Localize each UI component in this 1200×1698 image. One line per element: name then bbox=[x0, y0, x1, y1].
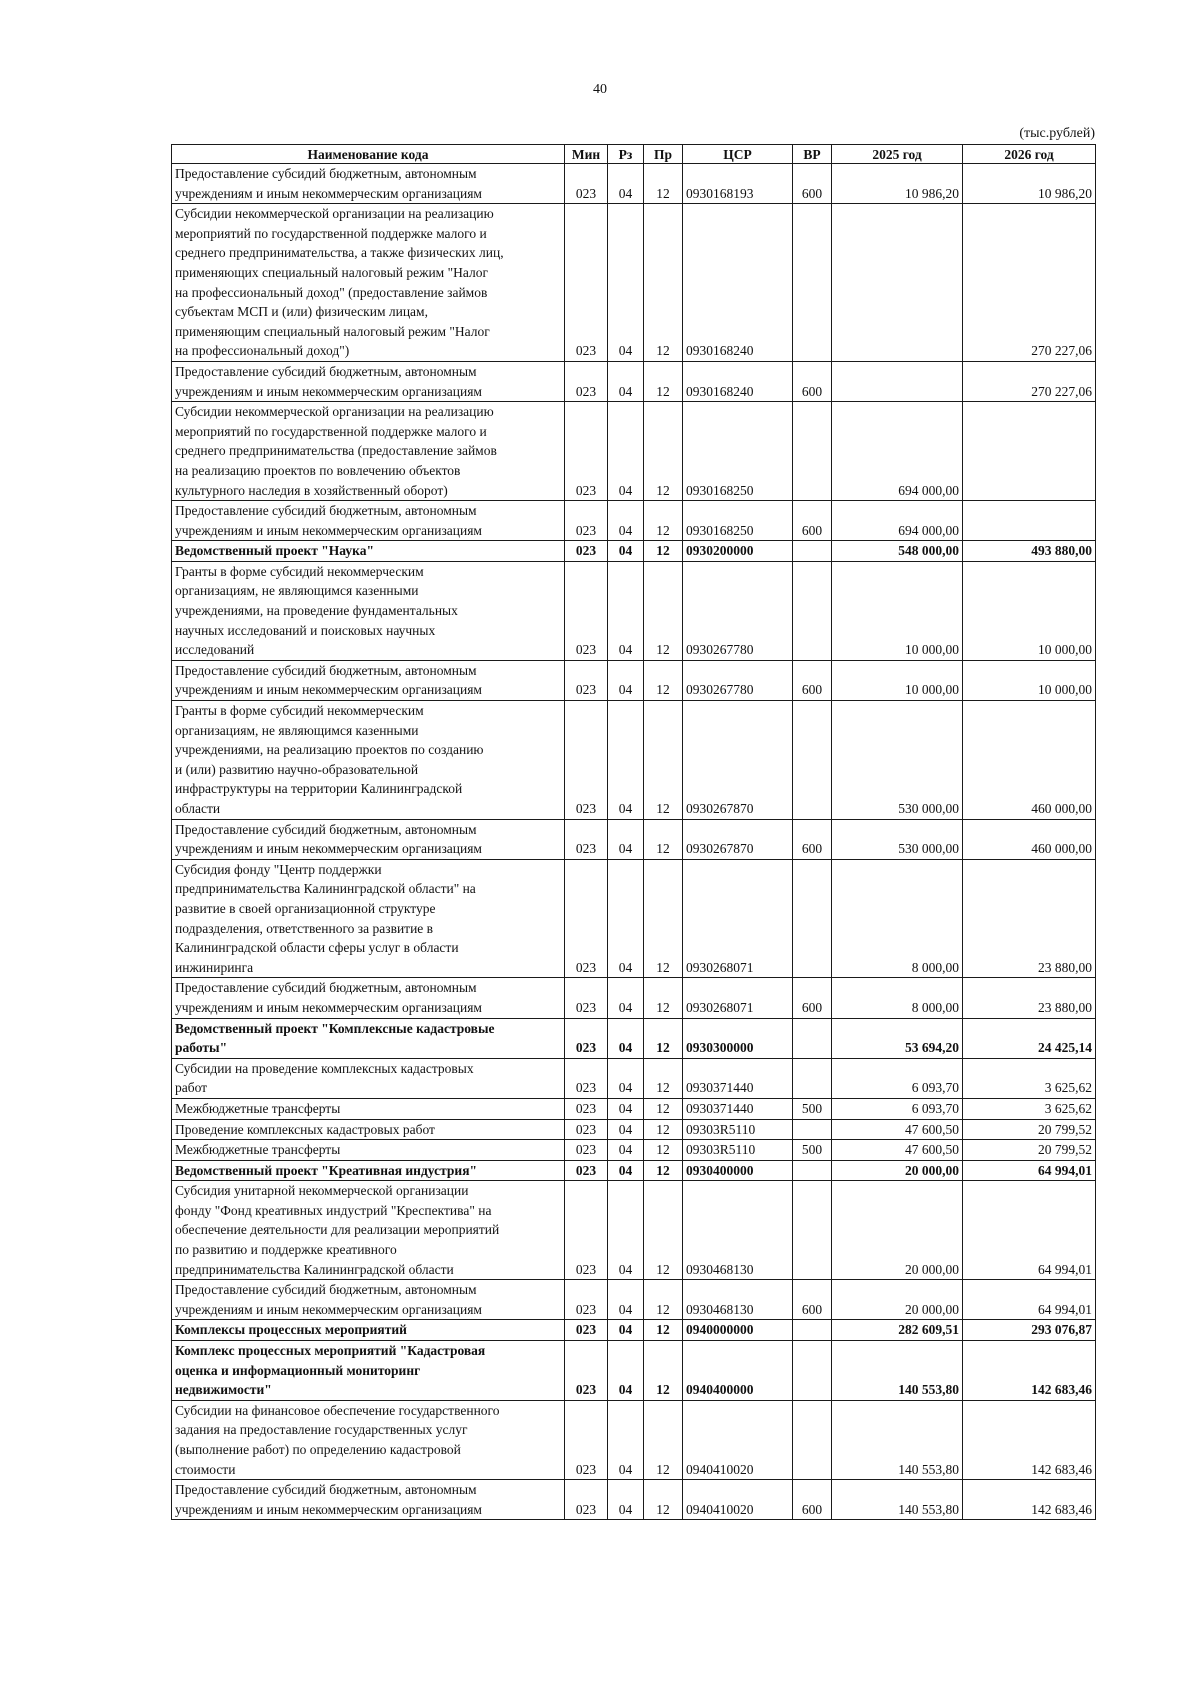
cell-pr: 12 bbox=[644, 361, 683, 401]
table-row bbox=[172, 1119, 1096, 1140]
units-label: (тыс.рублей) bbox=[1019, 126, 1095, 141]
table-row bbox=[172, 1058, 1096, 1098]
cell-2026: 24 425,14 bbox=[963, 1018, 1096, 1058]
cell-rz: 04 bbox=[608, 541, 644, 562]
cell-2026 bbox=[963, 402, 1096, 501]
cell-rz: 04 bbox=[608, 1098, 644, 1119]
table-row bbox=[172, 1280, 1096, 1320]
table-row bbox=[172, 402, 1096, 501]
cell-min: 023 bbox=[565, 204, 608, 362]
cell-csr: 0930268071 bbox=[683, 859, 793, 978]
cell-name: Субсидии на финансовое обеспечение государственного задания на предоставление государственных услуг (выполнение работ) по определению кадастровой стоимости bbox=[172, 1400, 565, 1479]
cell-2025: 530 000,00 bbox=[832, 819, 963, 859]
cell-2026: 142 683,46 bbox=[963, 1400, 1096, 1479]
cell-2026 bbox=[963, 501, 1096, 541]
cell-pr: 12 bbox=[644, 1058, 683, 1098]
page-number: 40 bbox=[593, 82, 607, 97]
table-row bbox=[172, 978, 1096, 1018]
cell-min: 023 bbox=[565, 402, 608, 501]
cell-csr: 0930267780 bbox=[683, 561, 793, 660]
cell-2026: 3 625,62 bbox=[963, 1058, 1096, 1098]
cell-name: Комплексы процессных мероприятий bbox=[172, 1320, 565, 1341]
cell-csr: 0930168250 bbox=[683, 501, 793, 541]
cell-csr: 0930300000 bbox=[683, 1018, 793, 1058]
cell-pr: 12 bbox=[644, 701, 683, 820]
cell-pr: 12 bbox=[644, 1400, 683, 1479]
cell-csr: 0930200000 bbox=[683, 541, 793, 562]
cell-name: Предоставление субсидий бюджетным, автономным учреждениям и иным некоммерческим организациям bbox=[172, 361, 565, 401]
cell-csr: 0930168250 bbox=[683, 402, 793, 501]
cell-pr: 12 bbox=[644, 164, 683, 204]
table-row bbox=[172, 1480, 1096, 1520]
cell-csr: 0930168240 bbox=[683, 204, 793, 362]
cell-vr: 600 bbox=[793, 978, 832, 1018]
cell-csr: 0930168240 bbox=[683, 361, 793, 401]
table-row bbox=[172, 1160, 1096, 1181]
table-row bbox=[172, 819, 1096, 859]
cell-rz: 04 bbox=[608, 361, 644, 401]
table-row bbox=[172, 1181, 1096, 1280]
cell-pr: 12 bbox=[644, 660, 683, 700]
cell-csr: 0930267870 bbox=[683, 819, 793, 859]
cell-name: Комплекс процессных мероприятий "Кадастровая оценка и информационный мониторинг недвижимости" bbox=[172, 1341, 565, 1401]
cell-csr: 09303R5110 bbox=[683, 1140, 793, 1161]
cell-vr bbox=[793, 1181, 832, 1280]
cell-rz: 04 bbox=[608, 660, 644, 700]
header-2026: 2026 год bbox=[963, 145, 1096, 164]
cell-rz: 04 bbox=[608, 978, 644, 1018]
table-header-row bbox=[172, 145, 1096, 164]
cell-csr: 09303R5110 bbox=[683, 1119, 793, 1140]
cell-name: Субсидии некоммерческой организации на реализацию мероприятий по государственной поддержке малого и среднего предпринимательства (предоставление займов на реализацию проектов по вовлечению объектов культурного наследия в хозяйственный оборот) bbox=[172, 402, 565, 501]
cell-vr: 600 bbox=[793, 1280, 832, 1320]
cell-pr: 12 bbox=[644, 1280, 683, 1320]
cell-name: Ведомственный проект "Наука" bbox=[172, 541, 565, 562]
cell-vr bbox=[793, 204, 832, 362]
cell-rz: 04 bbox=[608, 561, 644, 660]
cell-name: Субсидия унитарной некоммерческой организации фонду "Фонд креативных индустрий "Креспектива" на обеспечение деятельности для реализации мероприятий по развитию и поддержке креативного предпринимательства Калининградской области bbox=[172, 1181, 565, 1280]
cell-pr: 12 bbox=[644, 1480, 683, 1520]
header-rz: Рз bbox=[608, 145, 644, 164]
cell-2026: 64 994,01 bbox=[963, 1160, 1096, 1181]
cell-name: Предоставление субсидий бюджетным, автономным учреждениям и иным некоммерческим организациям bbox=[172, 819, 565, 859]
cell-rz: 04 bbox=[608, 1160, 644, 1181]
cell-csr: 0930168193 bbox=[683, 164, 793, 204]
cell-2026: 460 000,00 bbox=[963, 819, 1096, 859]
cell-2025 bbox=[832, 361, 963, 401]
cell-rz: 04 bbox=[608, 1400, 644, 1479]
cell-name: Гранты в форме субсидий некоммерческим организациям, не являющимся казенными учреждениями, на проведение фундаментальных научных исследований и поисковых научных исследований bbox=[172, 561, 565, 660]
cell-min: 023 bbox=[565, 1341, 608, 1401]
cell-2025: 20 000,00 bbox=[832, 1280, 963, 1320]
cell-2025: 8 000,00 bbox=[832, 978, 963, 1018]
cell-rz: 04 bbox=[608, 1280, 644, 1320]
cell-name: Проведение комплексных кадастровых работ bbox=[172, 1119, 565, 1140]
cell-2025: 694 000,00 bbox=[832, 402, 963, 501]
cell-2025 bbox=[832, 204, 963, 362]
cell-vr bbox=[793, 1341, 832, 1401]
header-min: Мин bbox=[565, 145, 608, 164]
cell-2025: 140 553,80 bbox=[832, 1400, 963, 1479]
table-row bbox=[172, 164, 1096, 204]
cell-rz: 04 bbox=[608, 1018, 644, 1058]
cell-min: 023 bbox=[565, 1140, 608, 1161]
cell-pr: 12 bbox=[644, 859, 683, 978]
cell-rz: 04 bbox=[608, 402, 644, 501]
cell-vr: 600 bbox=[793, 819, 832, 859]
table-row bbox=[172, 1018, 1096, 1058]
cell-rz: 04 bbox=[608, 819, 644, 859]
cell-2025: 10 000,00 bbox=[832, 561, 963, 660]
cell-pr: 12 bbox=[644, 1160, 683, 1181]
cell-min: 023 bbox=[565, 561, 608, 660]
cell-rz: 04 bbox=[608, 164, 644, 204]
cell-2026: 64 994,01 bbox=[963, 1181, 1096, 1280]
cell-name: Предоставление субсидий бюджетным, автономным учреждениям и иным некоммерческим организациям bbox=[172, 501, 565, 541]
cell-name: Предоставление субсидий бюджетным, автономным учреждениям и иным некоммерческим организациям bbox=[172, 1480, 565, 1520]
cell-pr: 12 bbox=[644, 1140, 683, 1161]
cell-min: 023 bbox=[565, 541, 608, 562]
cell-2025: 6 093,70 bbox=[832, 1098, 963, 1119]
cell-pr: 12 bbox=[644, 561, 683, 660]
cell-2026: 20 799,52 bbox=[963, 1140, 1096, 1161]
cell-rz: 04 bbox=[608, 501, 644, 541]
table-row bbox=[172, 1140, 1096, 1161]
table-row bbox=[172, 361, 1096, 401]
cell-pr: 12 bbox=[644, 978, 683, 1018]
cell-rz: 04 bbox=[608, 1341, 644, 1401]
table-row bbox=[172, 541, 1096, 562]
cell-name: Гранты в форме субсидий некоммерческим организациям, не являющимся казенными учреждениями, на реализацию проектов по созданию и (или) развитию научно-образовательной инфраструктуры на территории Калининградской области bbox=[172, 701, 565, 820]
cell-2026: 293 076,87 bbox=[963, 1320, 1096, 1341]
budget-table bbox=[171, 144, 1096, 1520]
cell-name: Межбюджетные трансферты bbox=[172, 1098, 565, 1119]
cell-name: Предоставление субсидий бюджетным, автономным учреждениям и иным некоммерческим организациям bbox=[172, 1280, 565, 1320]
cell-min: 023 bbox=[565, 1018, 608, 1058]
table-row bbox=[172, 501, 1096, 541]
cell-pr: 12 bbox=[644, 541, 683, 562]
cell-rz: 04 bbox=[608, 701, 644, 820]
table-row bbox=[172, 1400, 1096, 1479]
cell-2026: 142 683,46 bbox=[963, 1341, 1096, 1401]
cell-2026: 23 880,00 bbox=[963, 859, 1096, 978]
cell-name: Предоставление субсидий бюджетным, автономным учреждениям и иным некоммерческим организациям bbox=[172, 660, 565, 700]
cell-rz: 04 bbox=[608, 1140, 644, 1161]
cell-2026: 142 683,46 bbox=[963, 1480, 1096, 1520]
cell-2025: 20 000,00 bbox=[832, 1181, 963, 1280]
cell-csr: 0940400000 bbox=[683, 1341, 793, 1401]
cell-2025: 140 553,80 bbox=[832, 1480, 963, 1520]
cell-2025: 694 000,00 bbox=[832, 501, 963, 541]
cell-vr: 600 bbox=[793, 164, 832, 204]
cell-csr: 0930268071 bbox=[683, 978, 793, 1018]
cell-vr bbox=[793, 859, 832, 978]
cell-2025: 6 093,70 bbox=[832, 1058, 963, 1098]
table-row bbox=[172, 701, 1096, 820]
cell-pr: 12 bbox=[644, 402, 683, 501]
cell-csr: 0930371440 bbox=[683, 1098, 793, 1119]
cell-min: 023 bbox=[565, 361, 608, 401]
header-2025: 2025 год bbox=[832, 145, 963, 164]
cell-name: Ведомственный проект "Комплексные кадастровые работы" bbox=[172, 1018, 565, 1058]
cell-vr: 500 bbox=[793, 1098, 832, 1119]
cell-2026: 20 799,52 bbox=[963, 1119, 1096, 1140]
cell-min: 023 bbox=[565, 1098, 608, 1119]
cell-rz: 04 bbox=[608, 1320, 644, 1341]
cell-min: 023 bbox=[565, 1400, 608, 1479]
cell-csr: 0930400000 bbox=[683, 1160, 793, 1181]
cell-rz: 04 bbox=[608, 1181, 644, 1280]
cell-csr: 0940410020 bbox=[683, 1400, 793, 1479]
cell-name: Предоставление субсидий бюджетным, автономным учреждениям и иным некоммерческим организациям bbox=[172, 164, 565, 204]
cell-min: 023 bbox=[565, 701, 608, 820]
cell-2025: 10 000,00 bbox=[832, 660, 963, 700]
table-row bbox=[172, 660, 1096, 700]
cell-pr: 12 bbox=[644, 1119, 683, 1140]
cell-2026: 493 880,00 bbox=[963, 541, 1096, 562]
cell-min: 023 bbox=[565, 1119, 608, 1140]
table-row bbox=[172, 204, 1096, 362]
header-csr: ЦСР bbox=[683, 145, 793, 164]
cell-min: 023 bbox=[565, 819, 608, 859]
cell-vr bbox=[793, 1400, 832, 1479]
cell-2026: 23 880,00 bbox=[963, 978, 1096, 1018]
cell-csr: 0930468130 bbox=[683, 1280, 793, 1320]
cell-vr bbox=[793, 1018, 832, 1058]
cell-csr: 0930371440 bbox=[683, 1058, 793, 1098]
cell-2026: 64 994,01 bbox=[963, 1280, 1096, 1320]
cell-vr bbox=[793, 402, 832, 501]
cell-2025: 47 600,50 bbox=[832, 1119, 963, 1140]
cell-pr: 12 bbox=[644, 1181, 683, 1280]
cell-vr: 600 bbox=[793, 660, 832, 700]
cell-vr bbox=[793, 701, 832, 820]
cell-min: 023 bbox=[565, 660, 608, 700]
cell-2025: 140 553,80 bbox=[832, 1341, 963, 1401]
cell-2025: 53 694,20 bbox=[832, 1018, 963, 1058]
cell-2025: 530 000,00 bbox=[832, 701, 963, 820]
cell-csr: 0930468130 bbox=[683, 1181, 793, 1280]
cell-name: Предоставление субсидий бюджетным, автономным учреждениям и иным некоммерческим организациям bbox=[172, 978, 565, 1018]
cell-name: Ведомственный проект "Креативная индустрия" bbox=[172, 1160, 565, 1181]
cell-name: Субсидии некоммерческой организации на реализацию мероприятий по государственной поддержке малого и среднего предпринимательства, а также физических лиц, применяющих специальный налоговый режим "Налог на профессиональный доход" (предоставление займов субъектам МСП и (или) физическим лицам, применяющим специальный налоговый режим "Налог на профессиональный доход") bbox=[172, 204, 565, 362]
cell-2025: 47 600,50 bbox=[832, 1140, 963, 1161]
cell-2025: 8 000,00 bbox=[832, 859, 963, 978]
cell-min: 023 bbox=[565, 1480, 608, 1520]
cell-csr: 0930267780 bbox=[683, 660, 793, 700]
cell-pr: 12 bbox=[644, 204, 683, 362]
cell-rz: 04 bbox=[608, 1058, 644, 1098]
cell-2025: 282 609,51 bbox=[832, 1320, 963, 1341]
cell-vr: 500 bbox=[793, 1140, 832, 1161]
cell-2026: 10 000,00 bbox=[963, 561, 1096, 660]
cell-min: 023 bbox=[565, 1160, 608, 1181]
cell-2026: 270 227,06 bbox=[963, 204, 1096, 362]
cell-pr: 12 bbox=[644, 1098, 683, 1119]
cell-rz: 04 bbox=[608, 1119, 644, 1140]
cell-vr: 600 bbox=[793, 1480, 832, 1520]
cell-vr bbox=[793, 1160, 832, 1181]
cell-name: Субсидия фонду "Центр поддержки предпринимательства Калининградской области" на развитие в своей организационной структуре подразделения, ответственного за развитие в Калининградской области сферы услуг в области инжиниринга bbox=[172, 859, 565, 978]
cell-vr bbox=[793, 561, 832, 660]
table-body bbox=[172, 164, 1096, 1520]
header-vr: ВР bbox=[793, 145, 832, 164]
cell-csr: 0930267870 bbox=[683, 701, 793, 820]
cell-min: 023 bbox=[565, 978, 608, 1018]
cell-pr: 12 bbox=[644, 1018, 683, 1058]
cell-min: 023 bbox=[565, 1181, 608, 1280]
cell-pr: 12 bbox=[644, 1341, 683, 1401]
cell-pr: 12 bbox=[644, 501, 683, 541]
cell-min: 023 bbox=[565, 1320, 608, 1341]
cell-2026: 10 986,20 bbox=[963, 164, 1096, 204]
cell-2026: 270 227,06 bbox=[963, 361, 1096, 401]
table-row bbox=[172, 561, 1096, 660]
cell-name: Межбюджетные трансферты bbox=[172, 1140, 565, 1161]
table-row bbox=[172, 859, 1096, 978]
table-row bbox=[172, 1320, 1096, 1341]
cell-2026: 10 000,00 bbox=[963, 660, 1096, 700]
cell-min: 023 bbox=[565, 164, 608, 204]
cell-vr: 600 bbox=[793, 501, 832, 541]
cell-name: Субсидии на проведение комплексных кадастровых работ bbox=[172, 1058, 565, 1098]
cell-2026: 3 625,62 bbox=[963, 1098, 1096, 1119]
cell-rz: 04 bbox=[608, 859, 644, 978]
cell-2026: 460 000,00 bbox=[963, 701, 1096, 820]
cell-vr bbox=[793, 1320, 832, 1341]
cell-csr: 0940410020 bbox=[683, 1480, 793, 1520]
cell-min: 023 bbox=[565, 1058, 608, 1098]
cell-pr: 12 bbox=[644, 819, 683, 859]
cell-rz: 04 bbox=[608, 1480, 644, 1520]
header-name: Наименование кода bbox=[172, 145, 565, 164]
cell-rz: 04 bbox=[608, 204, 644, 362]
table-row bbox=[172, 1341, 1096, 1401]
cell-csr: 0940000000 bbox=[683, 1320, 793, 1341]
cell-vr bbox=[793, 1058, 832, 1098]
cell-min: 023 bbox=[565, 1280, 608, 1320]
cell-2025: 10 986,20 bbox=[832, 164, 963, 204]
header-pr: Пр bbox=[644, 145, 683, 164]
cell-vr: 600 bbox=[793, 361, 832, 401]
table-row bbox=[172, 1098, 1096, 1119]
cell-vr bbox=[793, 1119, 832, 1140]
cell-pr: 12 bbox=[644, 1320, 683, 1341]
cell-2025: 548 000,00 bbox=[832, 541, 963, 562]
cell-min: 023 bbox=[565, 501, 608, 541]
cell-min: 023 bbox=[565, 859, 608, 978]
cell-vr bbox=[793, 541, 832, 562]
cell-2025: 20 000,00 bbox=[832, 1160, 963, 1181]
